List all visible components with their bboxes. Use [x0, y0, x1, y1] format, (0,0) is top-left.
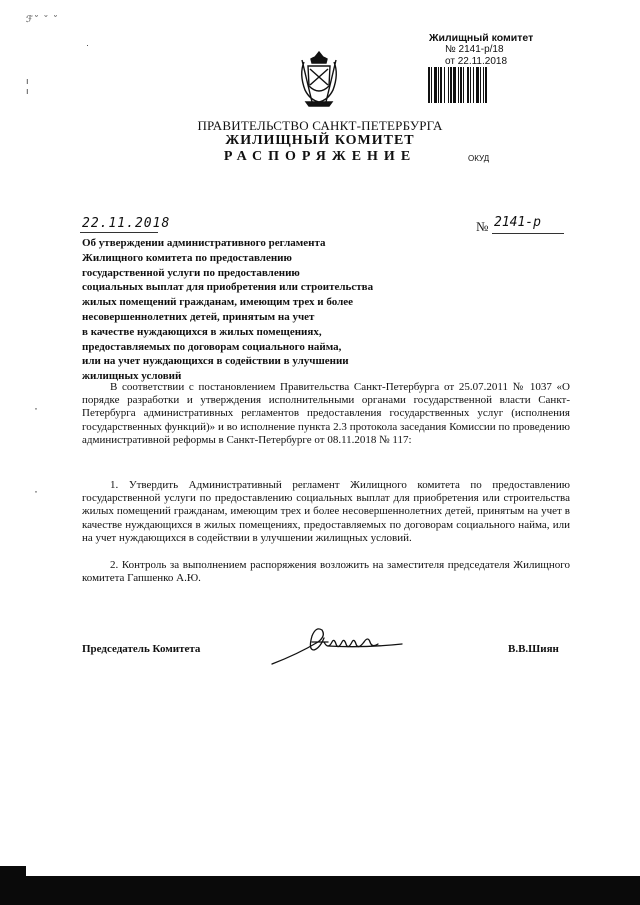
- subject-line: предоставляемых по договорам социального найма,: [82, 340, 342, 353]
- scan-mark: ℱ˘ ˘ ˘: [26, 14, 60, 24]
- number-underline: [492, 233, 564, 234]
- order-item-1: 1. Утвердить Административный регламент Жилищного комитета по предоставлению государственной услуги по предоставлению социальных выплат для приобретения или строительства жилых помещений гражданам, имеющим трех и более несовершеннолетних детей, принятым на учет в качестве нуждающихся в жилых помещениях, предоставляемых по договорам социального найма, или на учет нуждающихся в содействии в улучшении жилищных условий.: [82, 479, 570, 544]
- scan-mark: ·: [34, 401, 38, 415]
- stamp-date: от 22.11.2018: [445, 56, 508, 67]
- handwritten-number: 2141-р: [494, 215, 541, 230]
- scan-mark: ı: [26, 76, 29, 86]
- scan-mark: ·: [34, 484, 38, 498]
- document-subject: [82, 236, 412, 384]
- date-underline: [80, 232, 158, 233]
- document-type-title: РАСПОРЯЖЕНИЕ: [223, 149, 417, 164]
- subject-line: социальных выплат для приобретения или строительства: [82, 281, 374, 294]
- signatory-role: Председатель Комитета: [82, 643, 201, 655]
- stamp-number: № 2141-р/18: [445, 44, 504, 55]
- scan-mark: ı: [26, 86, 29, 96]
- registration-stamp: [429, 32, 533, 68]
- scan-mark: ·: [86, 40, 89, 50]
- barcode-stripe: [485, 67, 487, 103]
- coat-of-arms-emblem: [296, 50, 342, 110]
- subject-line: государственной услуги по предоставлению: [82, 266, 300, 279]
- subject-line: Об утверждении административного регламента: [82, 237, 326, 249]
- subject-line: несовершеннолетних детей, принятым на учет: [82, 310, 315, 323]
- okud-label: ОКУД: [468, 154, 490, 163]
- subject-line: жилищных условий: [82, 370, 182, 383]
- order-item-2: 2. Контроль за выполнением распоряжения возложить на заместителя председателя Жилищного комитета Гапшенко А.Ю.: [82, 559, 570, 585]
- subject-line: или на учет нуждающихся в содействии в улучшении: [82, 355, 349, 368]
- signatory-name: В.В.Шиян: [508, 643, 559, 655]
- barcode: [428, 67, 514, 103]
- subject-line: жилых помещений гражданам, имеющим трех и более: [82, 296, 354, 309]
- handwritten-date: 22.11.2018: [82, 216, 171, 231]
- scan-edge: [0, 876, 640, 905]
- government-title: ПРАВИТЕЛЬСТВО САНКТ-ПЕТЕРБУРГА: [197, 118, 443, 133]
- subject-line: в качестве нуждающихся в жилых помещениях,: [82, 325, 322, 338]
- committee-title: ЖИЛИЩНЫЙ КОМИТЕТ: [225, 133, 415, 148]
- subject-line: Жилищного комитета по предоставлению: [82, 251, 292, 264]
- handwritten-signature: [268, 620, 408, 668]
- preamble-paragraph: В соответствии с постановлением Правительства Санкт-Петербурга от 25.07.2011 № 1037 «О порядке разработки и утверждения исполнительными органами государственной власти Санкт-Петербурга административных регламентов предоставления государственных услуг (исполнения государственных функций)» и во исполнение пункта 2.3 протокола заседания Комиссии по проведению административной реформы в Санкт-Петербурге от 08.11.2018 № 117:: [82, 381, 570, 446]
- stamp-title: Жилищный комитет: [429, 32, 534, 44]
- number-label: №: [476, 219, 489, 234]
